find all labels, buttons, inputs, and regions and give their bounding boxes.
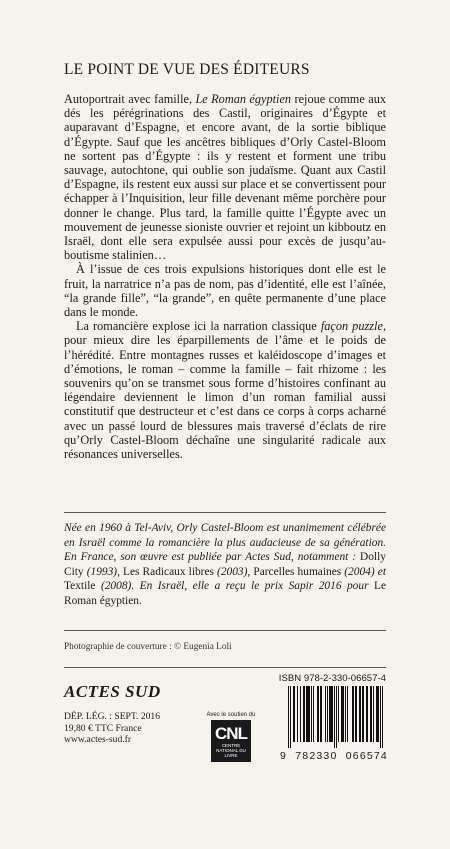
barcode-bar	[377, 686, 378, 742]
blurb-paragraph-1	[64, 92, 386, 262]
author-bio	[64, 521, 386, 609]
barcode-bar	[380, 686, 381, 748]
cnl-support-badge	[202, 712, 260, 778]
barcode-bar	[352, 686, 353, 742]
barcode-bar	[370, 686, 371, 742]
bio-segment: Textile	[64, 580, 96, 593]
bio-segment: (1993),	[83, 565, 124, 578]
barcode-bar	[329, 686, 330, 742]
cover-photo-credit: Photographie de couverture : © Eugenia Loli	[64, 642, 232, 652]
bio-segment: Les Radicaux libres	[123, 565, 214, 578]
barcode-bar	[334, 686, 335, 748]
barcode-bar	[303, 686, 304, 742]
barcode-bar	[376, 686, 377, 742]
website-link[interactable]: www.actes-sud.fr	[64, 734, 132, 746]
barcode-bar	[338, 686, 339, 742]
legal-deposit: DÉP. LÉG. : SEPT. 2016	[64, 711, 161, 722]
barcode-bar	[360, 686, 361, 742]
barcode-bar	[306, 686, 307, 742]
barcode-bar	[304, 686, 305, 742]
barcode-digit-left: 782330	[295, 750, 338, 762]
publisher-logo: ACTES SUD	[64, 682, 161, 701]
bio-segment: Née en 1960 à Tel-Aviv, Orly Castel-Bloom est unanimement célébrée en Israël comme la romancière la plus audacieuse de sa génération. En France, son œuvre est publiée par Actes Sud, notamment :	[64, 522, 386, 564]
barcode-bar	[320, 686, 321, 742]
barcode-bar	[288, 686, 289, 748]
barcode-bar	[309, 686, 310, 742]
barcode-bar	[321, 686, 322, 742]
barcode-bar	[317, 686, 318, 742]
barcode-digit-lead: 9	[280, 750, 288, 762]
ean-barcode	[280, 686, 388, 776]
barcode-bar	[353, 686, 354, 742]
barcode-bar	[366, 686, 367, 742]
divider-middle	[64, 630, 386, 631]
p1-text: Autoportrait avec famille, Le Roman égyptien rejoue comme aux dés les pérégrinations des Castil, originaires d’Égypte et auparavant d’Espagne, et encore avant, de la sortie biblique d’Égypte. Sauf que les ancêtres bibliques d’Orly Castel-Bloom ne sortent pas d’Égypte : ils y restent et forment une tribu sauvage, autochtone, qui oublie son judaïsme. Quant aux Castil d’Espagne, ils restent eux aussi sur place et se convertissent pour échapper à l’Inquisition, leur fille devenant même porchère pour donner le change. Plus tard, la famille quitte l’Égypte avec un mouvement de jeunesse sioniste ouvrier et rejoint un kibboutz en Israël, dont elle sera expulsée aussi pour excès de jusqu’au-boutisme stalinien…	[64, 92, 386, 263]
blurb-paragraph-3	[64, 319, 386, 461]
barcode-bar	[345, 686, 346, 742]
barcode-bar	[300, 686, 301, 742]
emphasis-phrase: façon puzzle	[320, 319, 383, 334]
barcode-bar	[359, 686, 360, 742]
barcode-bar	[330, 686, 331, 742]
divider-bottom	[64, 667, 386, 668]
barcode-bar	[347, 686, 348, 742]
barcode-digit-right: 066574	[345, 750, 388, 762]
barcode-bar	[311, 686, 312, 742]
barcode-bar	[307, 686, 308, 742]
barcode-bar	[318, 686, 319, 742]
barcode-bar	[363, 686, 364, 742]
barcode-bars	[280, 686, 388, 750]
blurb-paragraph-2: À l’issue de ces trois expulsions historiques dont elle est le fruit, la narratrice n’a pas de nom, pas d’identité, elle est l’aînée, “la grande fille”, “la grande”, en quête permanente d’une place dans le monde.	[64, 262, 386, 320]
section-heading: LE POINT DE VUE DES ÉDITEURS	[64, 61, 310, 78]
barcode-bar	[297, 686, 298, 742]
barcode-bar	[373, 686, 374, 742]
cnl-logo-mark: CNL	[215, 724, 247, 743]
barcode-bar	[313, 686, 314, 742]
barcode-bar	[378, 686, 379, 742]
bio-segment: Parcelles humaines	[253, 565, 342, 578]
barcode-bar	[336, 686, 337, 748]
bio-segment: (2003),	[213, 565, 254, 578]
barcode-bar	[294, 686, 295, 742]
bio-segment: (2008). En Israël, elle a reçu le prix Sapir 2016 pour	[95, 580, 374, 593]
publication-info	[64, 711, 160, 746]
cnl-support-label: Avec le soutien du	[206, 712, 256, 718]
barcode-digits	[280, 750, 388, 762]
barcode-bar	[290, 686, 291, 748]
barcode-bar	[331, 686, 332, 742]
bio-segment: (2004) et	[341, 565, 386, 578]
barcode-bar	[293, 686, 294, 742]
barcode-bar	[356, 686, 357, 742]
isbn-number: ISBN 978-2-330-06657-4	[278, 673, 386, 684]
barcode-bar	[343, 686, 344, 742]
barcode-bar	[342, 686, 343, 742]
barcode-bar	[341, 686, 342, 742]
p3-text: La romancière explose ici la narration classique façon puzzle, pour mieux dire les éparpillements de l’âme et le poids de l’hérédité. Entre montagnes russes et kaléidoscope d’images et d’émotions, le roman – comme la famille – fait rhizome : les souvenirs qu’on se transmet sous forme d’histoires confinant au légendaire deviennent le limon d’un roman familial aussi constitutif que destructeur et c’est dans ce corps à corps acharné avec un passé lourd de blessures mais traversé d’éclats de rire qu’Orly Castel-Bloom déchaîne une singularité radicale aux résonances universelles.	[64, 319, 387, 462]
barcode-bar	[362, 686, 363, 742]
divider-top	[64, 512, 386, 513]
barcode-bar	[308, 686, 309, 742]
barcode-bar	[371, 686, 372, 742]
barcode-bar	[332, 686, 333, 742]
book-title: Le Roman égyptien	[195, 92, 292, 106]
barcode-bar	[355, 686, 356, 742]
cnl-logo	[211, 720, 251, 762]
barcode-bar	[325, 686, 326, 742]
barcode-bar	[327, 686, 328, 742]
price: 19,80 € TTC France	[64, 722, 142, 734]
bio-segment: Dolly City	[64, 551, 386, 578]
barcode-bar	[367, 686, 368, 742]
bio-segment: Le Roman égyptien.	[64, 580, 386, 607]
cnl-logo-subtitle: CENTRE NATIONAL DU LIVRE	[216, 743, 246, 758]
publisher-blurb	[64, 92, 386, 461]
barcode-bar	[382, 686, 383, 748]
